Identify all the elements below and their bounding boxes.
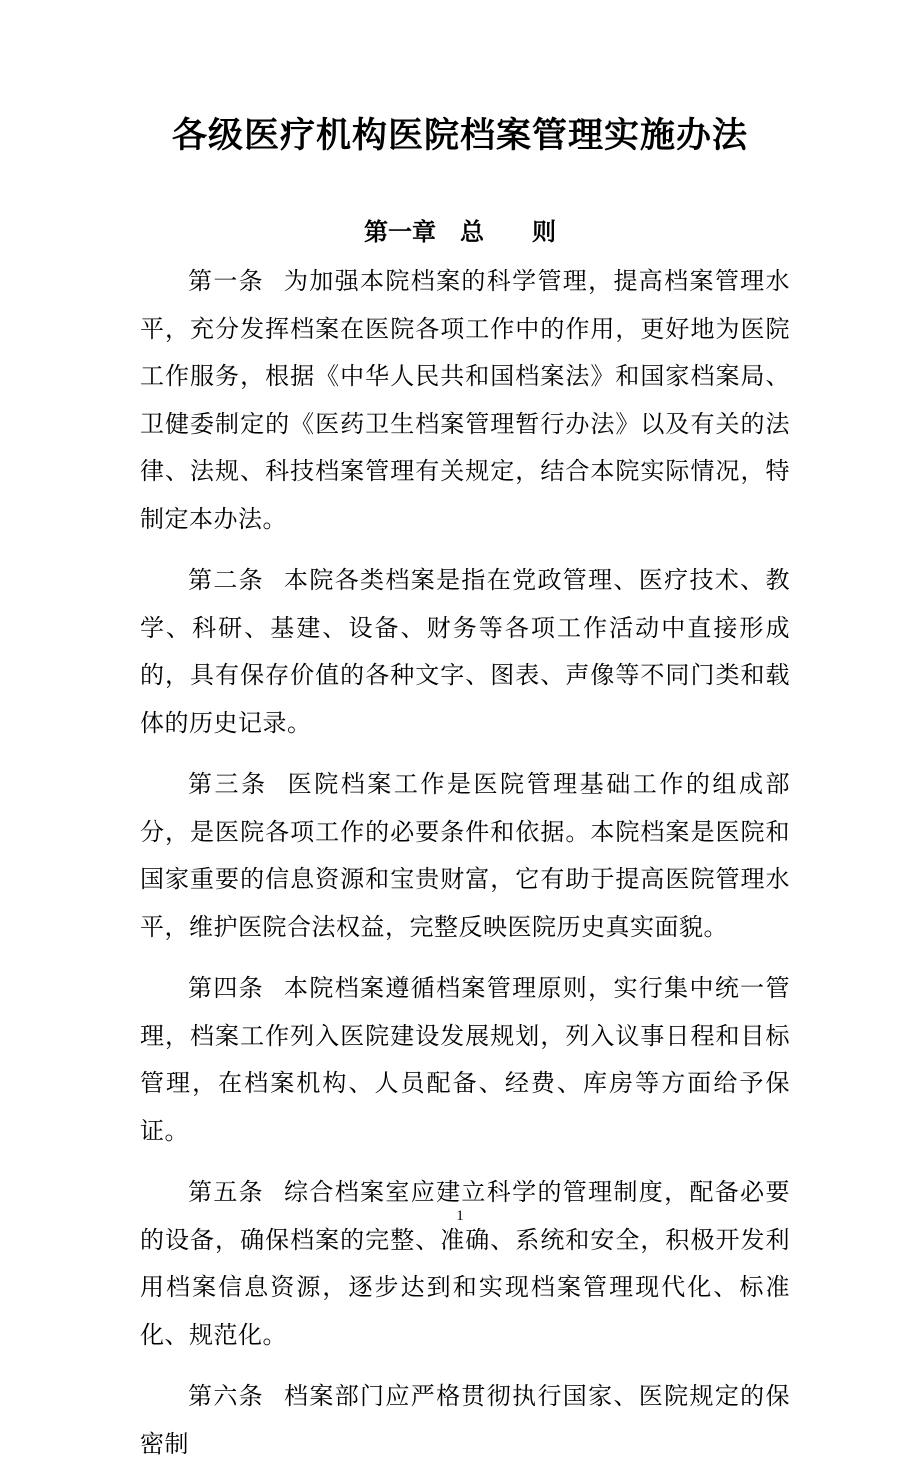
article-label: 第四条 [188,974,265,1002]
article-label: 第六条 [188,1382,265,1410]
article-text: 档案部门应严格贯彻执行国家、医院规定的保密制 [140,1382,791,1458]
document-title: 各级医疗机构医院档案管理实施办法 [171,115,748,156]
article-label: 第五条 [188,1178,265,1206]
article-2 [140,557,790,747]
article-label: 第二条 [188,566,265,594]
article-text: 为加强本院档案的科学管理，提高档案管理水平，充分发挥档案在医院各项工作中的作用，更好地为医院工作服务，根据《中华人民共和国档案法》和国家档案局、卫健委制定的《医药卫生档案管理暂行办法》以及有关的法律、法规、科技档案管理有关规定，结合本院实际情况，特制定本办法。 [140,267,791,533]
article-1 [140,258,790,543]
article-text: 本院档案遵循档案管理原则，实行集中统一管理，档案工作列入医院建设发展规划，列入议事日程和目标管理，在档案机构、人员配备、经费、库房等方面给予保证。 [140,974,791,1145]
article-4 [140,965,790,1155]
article-5 [140,1169,790,1359]
chapter-heading: 第一章 总 则 [364,217,556,246]
article-text: 综合档案室应建立科学的管理制度，配备必要的设备，确保档案的完整、准确、系统和安全，积极开发利用档案信息资源，逐步达到和实现档案管理现代化、标准化、规范化。 [140,1178,791,1349]
document-body [140,258,790,1482]
page-number: 1 [456,1208,464,1224]
article-label: 第一条 [188,267,265,295]
article-6 [140,1373,790,1468]
article-3 [140,761,790,951]
article-text: 医院档案工作是医院管理基础工作的组成部分，是医院各项工作的必要条件和依据。本院档案是医院和国家重要的信息资源和宝贵财富，它有助于提高医院管理水平，维护医院合法权益，完整反映医院历史真实面貌。 [140,770,791,941]
article-label: 第三条 [188,770,268,798]
article-text: 本院各类档案是指在党政管理、医疗技术、教学、科研、基建、设备、财务等各项工作活动中直接形成的，具有保存价值的各种文字、图表、声像等不同门类和载体的历史记录。 [140,566,791,737]
